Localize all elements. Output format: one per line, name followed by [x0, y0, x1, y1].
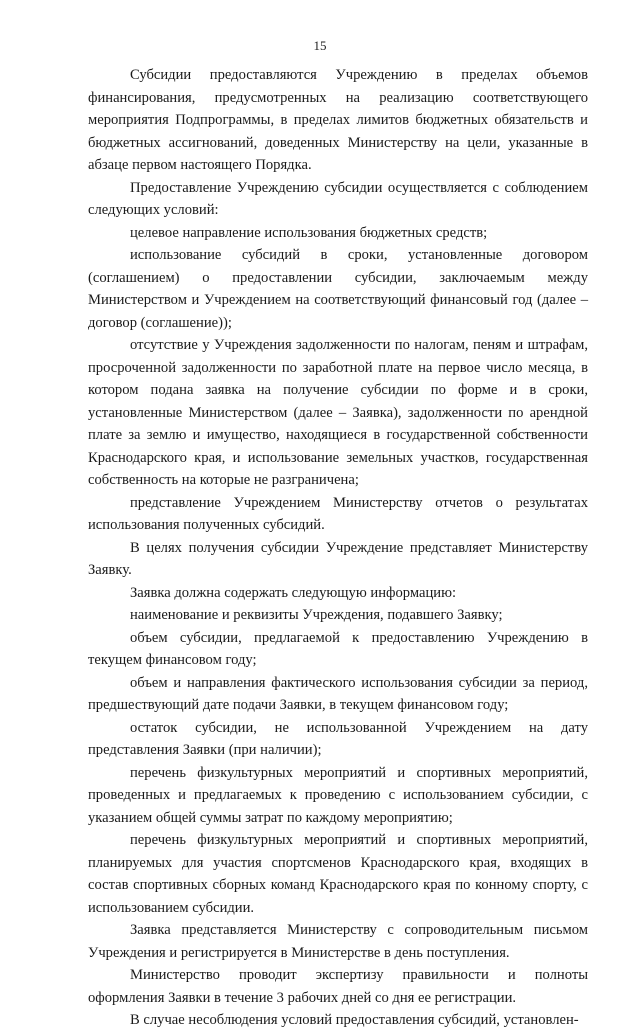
paragraph: перечень физкультурных мероприятий и спортивных мероприятий, проведенных и предлагаемых к проведению с использованием субсидии, с указанием общей суммы затрат по каждому мероприятию;: [88, 764, 588, 826]
paragraph: представление Учреждением Министерству отчетов о результатах использования полученных субсидий.: [88, 494, 588, 533]
paragraph: Субсидии предоставляются Учреждению в пределах объемов финансирования, предусмотренных на реализацию соответствующего мероприятия Подпрограммы, в пределах лимитов бюджетных обязательств и бюджетных ассигнований, доведенных Министерству на цели, указанные в абзаце первом настоящего Порядка.: [88, 67, 588, 173]
paragraph: В целях получения субсидии Учреждение представляет Министерству Заявку.: [88, 539, 588, 578]
paragraph: Министерство проводит экспертизу правильности и полноты оформления Заявки в течение 3 рабочих дней со дня ее регистрации.: [88, 967, 588, 1006]
paragraph: целевое направление использования бюджетных средств;: [130, 224, 488, 241]
paragraph: Заявка должна содержать следующую информацию:: [130, 584, 457, 601]
paragraph: остаток субсидии, не использованной Учреждением на дату представления Заявки (при наличии);: [88, 719, 588, 758]
paragraph: перечень физкультурных мероприятий и спортивных мероприятий, планируемых для участия спортсменов Краснодарского края, входящих в состав спортивных сборных команд Краснодарского края по конному спорту, с использованием субсидии.: [88, 832, 588, 916]
paragraph: объем и направления фактического использования субсидии за период, предшествующий дате подачи Заявки, в текущем финансовом году;: [88, 674, 588, 713]
paragraph: В случае несоблюдения условий предоставления субсидий, установлен-: [130, 1012, 579, 1028]
document-body: [88, 64, 588, 1032]
paragraph: использование субсидий в сроки, установленные договором (соглашением) о предоставлении субсидии, заключаемым между Министерством и Учреждением на соответствующий финансовый год (далее – договор (соглашение));: [88, 247, 588, 331]
paragraph: Предоставление Учреждению субсидии осуществляется с соблюдением следующих условий:: [88, 179, 588, 218]
paragraph: наименование и реквизиты Учреждения, подавшего Заявку;: [130, 607, 503, 623]
paragraph: Заявка представляется Министерству с сопроводительным письмом Учреждения и регистрируется в Министерстве в день поступления.: [88, 922, 588, 961]
paragraph: объем субсидии, предлагаемой к предоставлению Учреждению в текущем финансовом году;: [88, 629, 588, 668]
page-number: 15: [313, 38, 327, 53]
paragraph: отсутствие у Учреждения задолженности по налогам, пеням и штрафам, просроченной задолженности по заработной плате на первое число месяца, в котором подана заявка на получение субсидии по форме и в сроки, установленные Министерством (далее – Заявка), задолженности по арендной плате за землю и имущество, находящиеся в государственной собственности Краснодарского края, и использование земельных участков, государственная собственность на которые не разграничена;: [88, 337, 588, 488]
